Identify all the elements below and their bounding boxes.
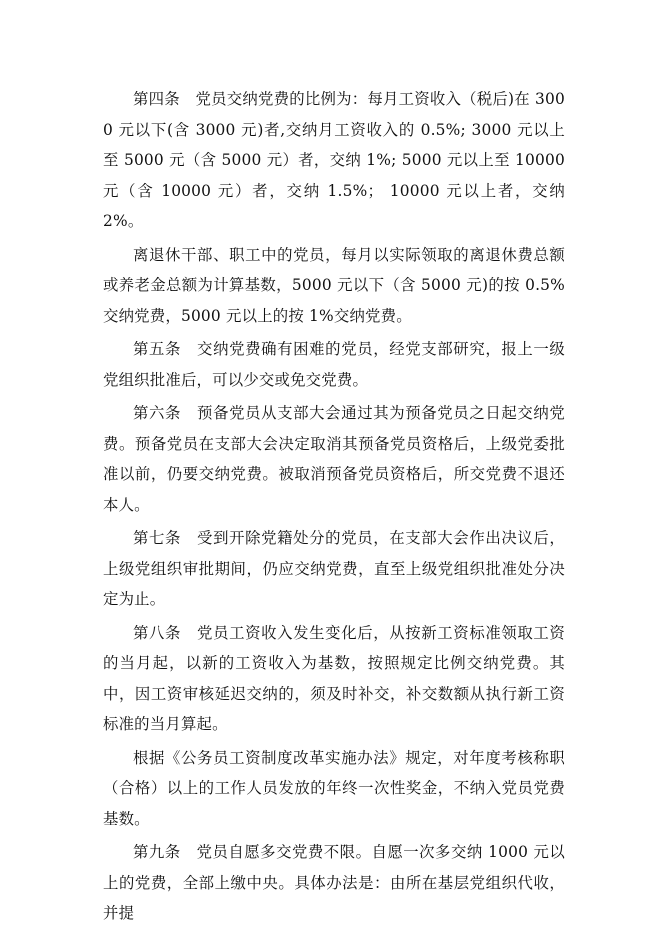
- article-5-paragraph: 第五条 交纳党费确有困难的党员，经党支部研究，报上一级党组织批准后，可以少交或免交党费。: [103, 340, 565, 389]
- document-body: [103, 84, 565, 929]
- article-4-paragraph: 第四条 党员交纳党费的比例为：每月工资收入（税后)在 3000 元以下(含 3000 元)者,交纳月工资收入的 0.5%; 3000 元以上至 5000 元（含 5000 元）者，交纳 1%; 5000 元以上至 10000 元（含 10000 元）者，交纳 1.5%； 10000 元以上者，交纳 2%。: [103, 90, 565, 230]
- year-end-bonus-paragraph: 根据《公务员工资制度改革实施办法》规定，对年度考核称职（合格）以上的工作人员发放的年终一次性奖金，不纳入党员党费基数。: [103, 748, 565, 828]
- retiree-dues-paragraph: 离退休干部、职工中的党员，每月以实际领取的离退休费总额或养老金总额为计算基数，5000 元以下（含 5000 元)的按 0.5%交纳党费，5000 元以上的按 1%交纳党费。: [103, 245, 565, 325]
- article-6-paragraph: 第六条 预备党员从支部大会通过其为预备党员之日起交纳党费。预备党员在支部大会决定取消其预备党员资格后，上级党委批准以前，仍要交纳党费。被取消预备党员资格后，所交党费不退还本人。: [103, 404, 565, 514]
- article-9-paragraph: 第九条 党员自愿多交党费不限。自愿一次多交纳 1000 元以上的党费，全部上缴中央。具体办法是：由所在基层党组织代收，并提: [103, 843, 565, 922]
- article-8-paragraph: 第八条 党员工资收入发生变化后，从按新工资标准领取工资的当月起，以新的工资收入为基数，按照规定比例交纳党费。其中，因工资审核延迟交纳的，须及时补交，补交数额从执行新工资标准的当月算起。: [103, 623, 565, 733]
- article-7-paragraph: 第七条 受到开除党籍处分的党员，在支部大会作出决议后，上级党组织审批期间，仍应交纳党费，直至上级党组织批准处分决定为止。: [103, 529, 565, 608]
